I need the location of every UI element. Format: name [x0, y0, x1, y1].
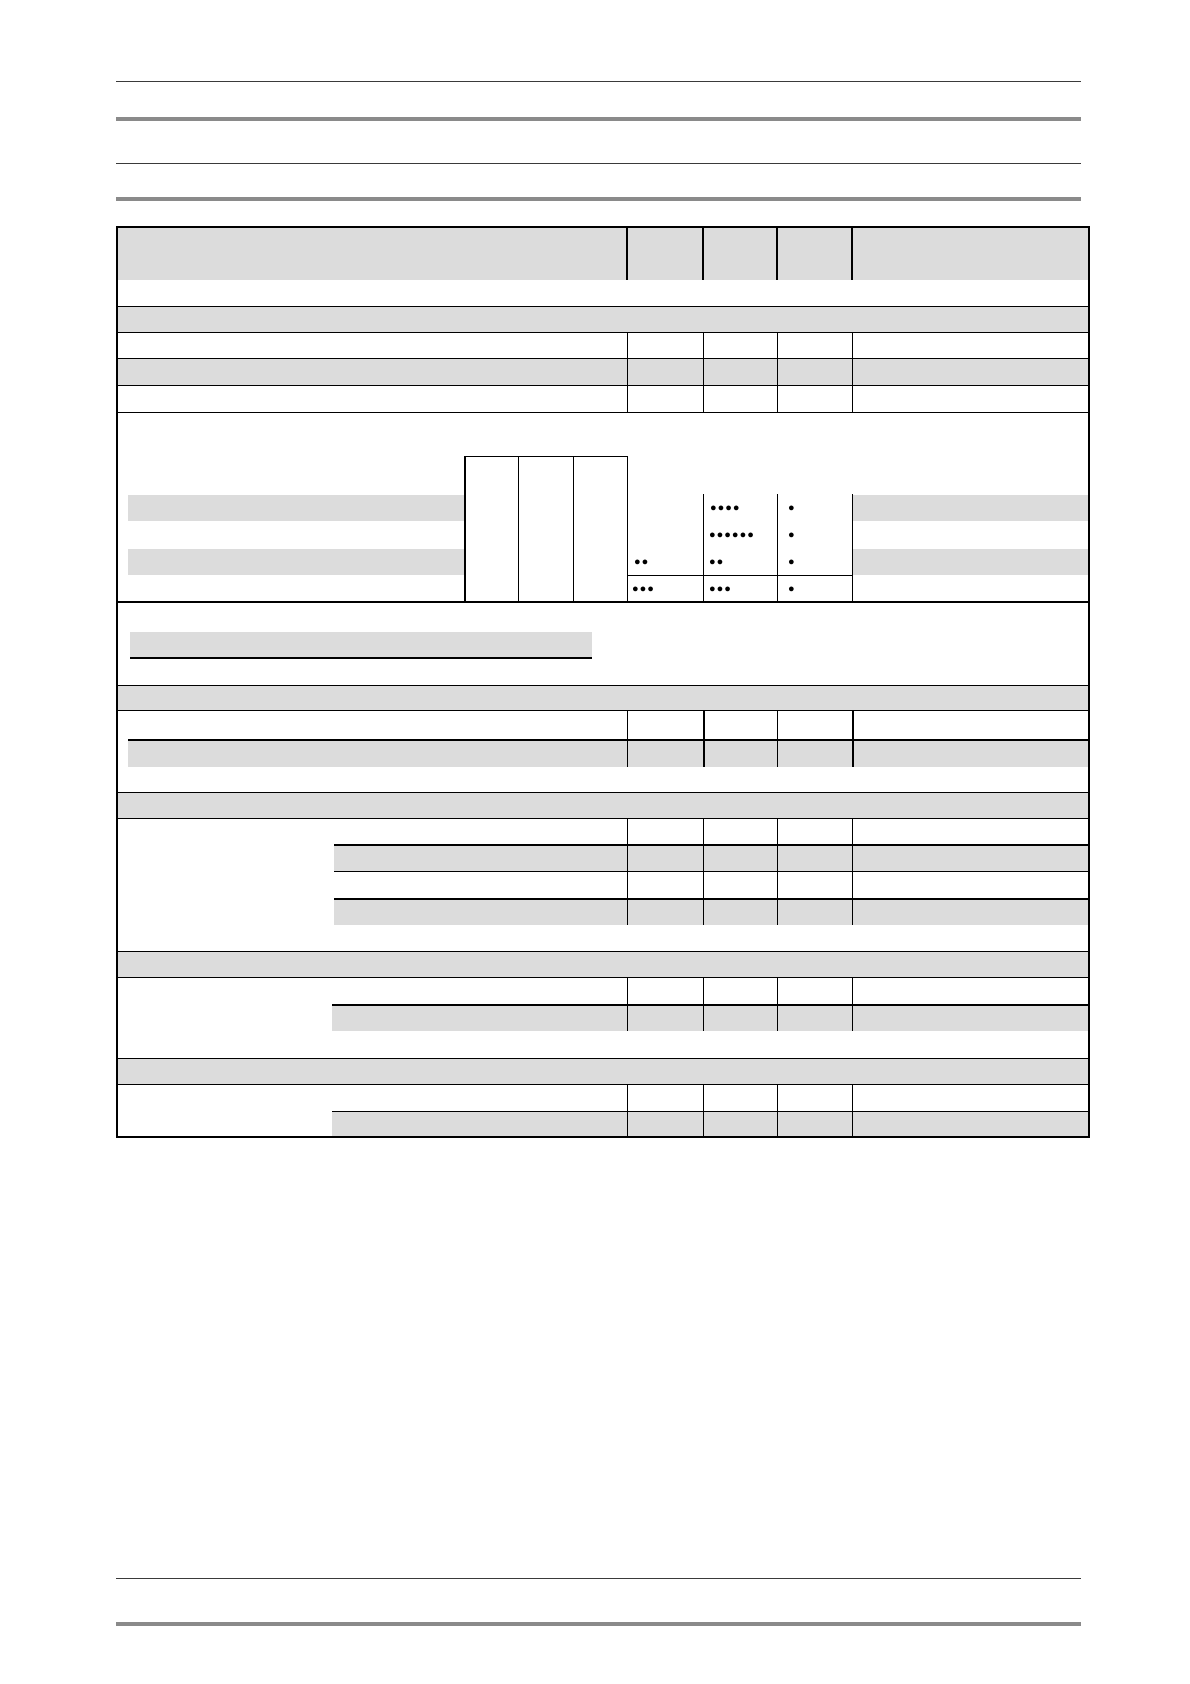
- marker: ●●: [709, 556, 725, 568]
- section-header: [118, 952, 1088, 977]
- footer-rule: [116, 1578, 1081, 1579]
- table-row: [332, 1112, 1088, 1136]
- marker: ●: [788, 583, 796, 595]
- marker: ●: [788, 502, 796, 514]
- marker: ●: [788, 529, 796, 541]
- marker: ●●: [634, 556, 650, 568]
- section-header: [118, 307, 1088, 332]
- header-thick-rule: [116, 117, 1081, 121]
- marker: ●●●: [632, 583, 655, 595]
- table-row: [332, 1006, 1088, 1031]
- table-row: [118, 359, 1088, 385]
- section-header: [118, 793, 1088, 818]
- marker: ●●●●●●: [709, 529, 755, 541]
- header-sub-thick-rule: [116, 197, 1081, 201]
- table-row: [334, 846, 1088, 871]
- marker: ●●●●: [710, 502, 741, 514]
- marker: ●●●: [709, 583, 732, 595]
- note-box: [130, 632, 592, 658]
- section-header: [118, 686, 1088, 710]
- table-header-row: [118, 228, 1088, 280]
- header-top-rule: [116, 81, 1081, 82]
- marker: ●: [788, 556, 796, 568]
- section-header: [118, 1059, 1088, 1084]
- table-row: [128, 495, 464, 521]
- header-sub-rule: [116, 163, 1081, 164]
- table-row: [128, 741, 1088, 767]
- footer-thick-rule: [116, 1622, 1081, 1626]
- table-row: [334, 900, 1088, 925]
- table-row: [128, 549, 464, 575]
